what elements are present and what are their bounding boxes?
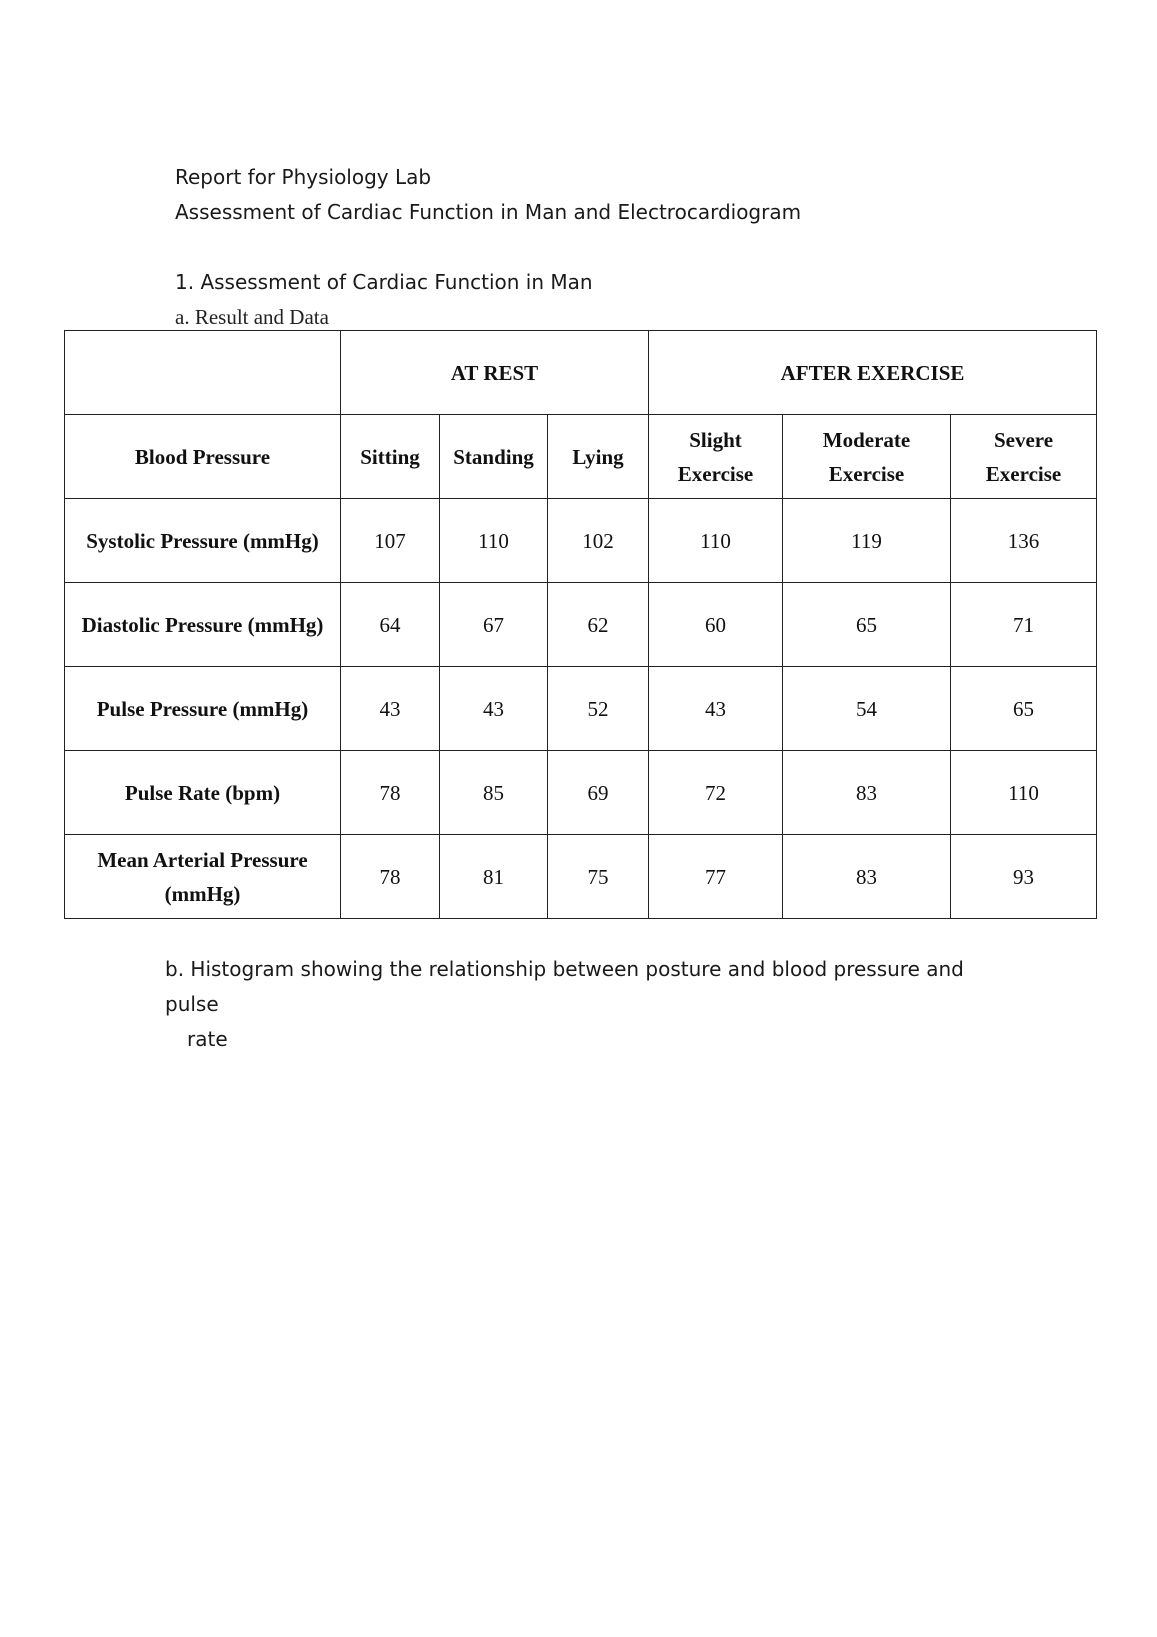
subsection-b-line: b. Histogram showing the relationship between posture and blood pressure and pulse bbox=[165, 957, 964, 1016]
results-table bbox=[64, 330, 1097, 919]
table-cell: 102 bbox=[548, 499, 649, 583]
column-header bbox=[548, 415, 649, 499]
report-title: Report for Physiology Lab bbox=[175, 165, 432, 189]
table-cell: 107 bbox=[341, 499, 440, 583]
table-row bbox=[65, 667, 1097, 751]
table-cell: 110 bbox=[440, 499, 548, 583]
row-label: Pulse Rate (bpm) bbox=[65, 751, 341, 835]
subsection-a-heading: a. Result and Data bbox=[175, 305, 329, 329]
table-cell: 119 bbox=[783, 499, 951, 583]
table-cell: 77 bbox=[649, 835, 783, 919]
table-cell: 67 bbox=[440, 583, 548, 667]
group-header-row bbox=[65, 331, 1097, 415]
column-header-line: Lying bbox=[572, 444, 624, 469]
table-cell: 93 bbox=[951, 835, 1097, 919]
table-cell: 71 bbox=[951, 583, 1097, 667]
group-header-after-exercise: AFTER EXERCISE bbox=[649, 331, 1097, 415]
table-cell: 43 bbox=[649, 667, 783, 751]
table-cell: 52 bbox=[548, 667, 649, 751]
table-row bbox=[65, 583, 1097, 667]
table-cell: 54 bbox=[783, 667, 951, 751]
column-header bbox=[440, 415, 548, 499]
table-cell: 136 bbox=[951, 499, 1097, 583]
column-header-line: Slight bbox=[689, 427, 742, 452]
table-cell: 69 bbox=[548, 751, 649, 835]
column-header-line: Exercise bbox=[828, 461, 905, 486]
table-cell: 65 bbox=[951, 667, 1097, 751]
column-header bbox=[649, 415, 783, 499]
section-heading: 1. Assessment of Cardiac Function in Man bbox=[175, 270, 593, 294]
corner-cell bbox=[65, 331, 341, 415]
table-cell: 83 bbox=[783, 835, 951, 919]
row-label bbox=[65, 835, 341, 919]
column-header-line: Exercise bbox=[677, 461, 754, 486]
table-cell: 110 bbox=[649, 499, 783, 583]
row-label: Pulse Pressure (mmHg) bbox=[65, 667, 341, 751]
column-header-line: Severe bbox=[993, 427, 1054, 452]
column-header-line: Moderate bbox=[822, 427, 911, 452]
row-label-line: Mean Arterial Pressure bbox=[97, 847, 308, 872]
column-header bbox=[341, 415, 440, 499]
report-subtitle: Assessment of Cardiac Function in Man and Electrocardiogram bbox=[175, 200, 802, 224]
table-cell: 64 bbox=[341, 583, 440, 667]
subsection-b-line: rate bbox=[187, 1027, 228, 1051]
table-cell: 65 bbox=[783, 583, 951, 667]
table-cell: 72 bbox=[649, 751, 783, 835]
column-header-line: Standing bbox=[453, 444, 534, 469]
column-header bbox=[783, 415, 951, 499]
column-header-row bbox=[65, 415, 1097, 499]
row-label-line: (mmHg) bbox=[164, 881, 241, 906]
table-row bbox=[65, 751, 1097, 835]
column-header-line: Exercise bbox=[985, 461, 1062, 486]
table-cell: 43 bbox=[440, 667, 548, 751]
table-cell: 110 bbox=[951, 751, 1097, 835]
table-cell: 81 bbox=[440, 835, 548, 919]
table-cell: 78 bbox=[341, 751, 440, 835]
table-cell: 85 bbox=[440, 751, 548, 835]
row-header-label: Blood Pressure bbox=[65, 415, 341, 499]
table-row bbox=[65, 499, 1097, 583]
column-header-line: Sitting bbox=[360, 444, 420, 469]
table-cell: 83 bbox=[783, 751, 951, 835]
column-header bbox=[951, 415, 1097, 499]
subsection-b-heading bbox=[165, 952, 995, 1057]
table-row bbox=[65, 835, 1097, 919]
table-cell: 43 bbox=[341, 667, 440, 751]
table-cell: 78 bbox=[341, 835, 440, 919]
table-cell: 62 bbox=[548, 583, 649, 667]
table-cell: 75 bbox=[548, 835, 649, 919]
row-label: Systolic Pressure (mmHg) bbox=[65, 499, 341, 583]
group-header-at-rest: AT REST bbox=[341, 331, 649, 415]
table-cell: 60 bbox=[649, 583, 783, 667]
row-label: Diastolic Pressure (mmHg) bbox=[65, 583, 341, 667]
